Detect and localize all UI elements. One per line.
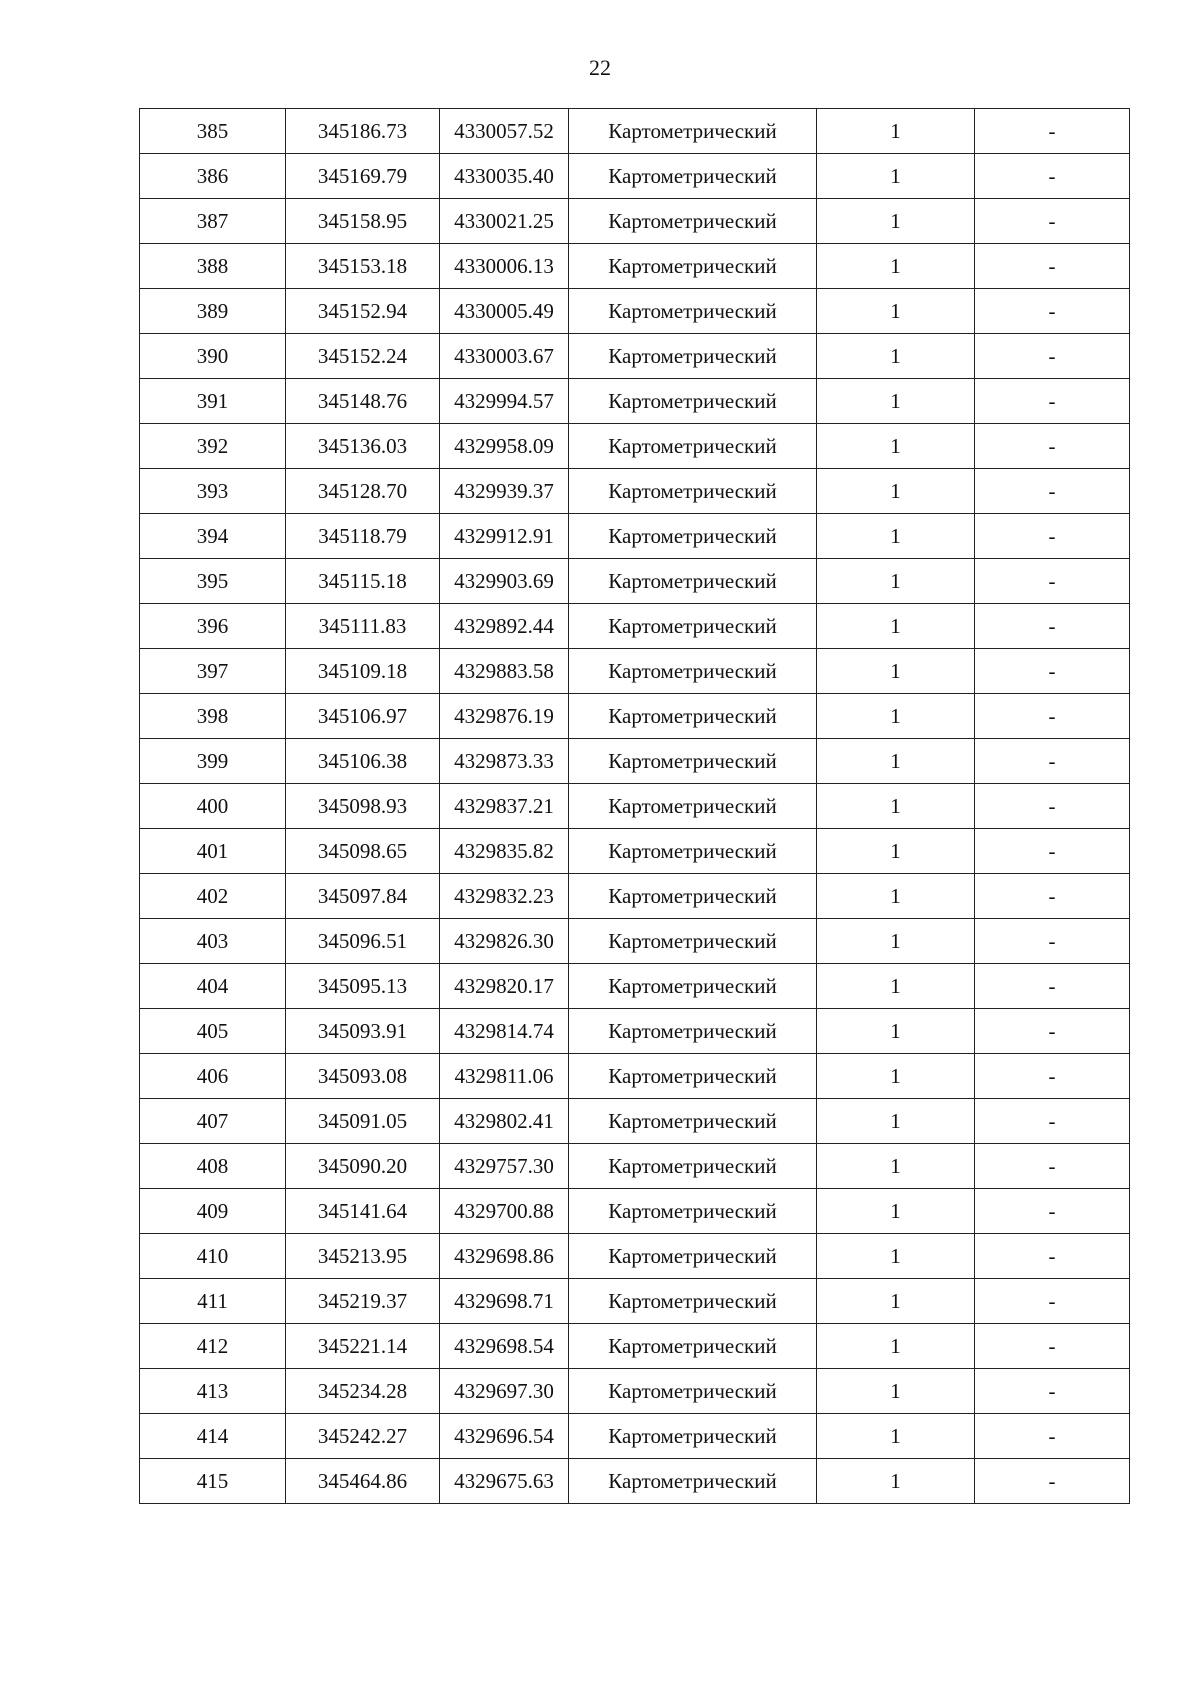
description-cell: - xyxy=(975,1459,1130,1504)
accuracy-cell: 1 xyxy=(817,469,975,514)
description-cell: - xyxy=(975,1279,1130,1324)
y-coordinate-cell: 4329883.58 xyxy=(440,649,569,694)
point-number-cell: 391 xyxy=(140,379,286,424)
method-cell: Картометрический xyxy=(569,1054,817,1099)
x-coordinate-cell: 345090.20 xyxy=(286,1144,440,1189)
table-row xyxy=(140,559,1130,604)
accuracy-cell: 1 xyxy=(817,1144,975,1189)
table-row xyxy=(140,1009,1130,1054)
y-coordinate-cell: 4330057.52 xyxy=(440,109,569,154)
method-cell: Картометрический xyxy=(569,244,817,289)
x-coordinate-cell: 345111.83 xyxy=(286,604,440,649)
point-number-cell: 411 xyxy=(140,1279,286,1324)
accuracy-cell: 1 xyxy=(817,964,975,1009)
x-coordinate-cell: 345098.65 xyxy=(286,829,440,874)
y-coordinate-cell: 4330003.67 xyxy=(440,334,569,379)
description-cell: - xyxy=(975,289,1130,334)
description-cell: - xyxy=(975,559,1130,604)
x-coordinate-cell: 345097.84 xyxy=(286,874,440,919)
y-coordinate-cell: 4329873.33 xyxy=(440,739,569,784)
x-coordinate-cell: 345093.08 xyxy=(286,1054,440,1099)
table-row xyxy=(140,919,1130,964)
table-row xyxy=(140,694,1130,739)
point-number-cell: 386 xyxy=(140,154,286,199)
method-cell: Картометрический xyxy=(569,424,817,469)
description-cell: - xyxy=(975,829,1130,874)
y-coordinate-cell: 4329820.17 xyxy=(440,964,569,1009)
method-cell: Картометрический xyxy=(569,289,817,334)
table-row xyxy=(140,964,1130,1009)
y-coordinate-cell: 4329826.30 xyxy=(440,919,569,964)
description-cell: - xyxy=(975,514,1130,559)
description-cell: - xyxy=(975,1324,1130,1369)
x-coordinate-cell: 345152.24 xyxy=(286,334,440,379)
y-coordinate-cell: 4329697.30 xyxy=(440,1369,569,1414)
point-number-cell: 403 xyxy=(140,919,286,964)
description-cell: - xyxy=(975,1414,1130,1459)
point-number-cell: 399 xyxy=(140,739,286,784)
y-coordinate-cell: 4329903.69 xyxy=(440,559,569,604)
table-row xyxy=(140,1234,1130,1279)
y-coordinate-cell: 4330035.40 xyxy=(440,154,569,199)
y-coordinate-cell: 4329698.86 xyxy=(440,1234,569,1279)
accuracy-cell: 1 xyxy=(817,1414,975,1459)
method-cell: Картометрический xyxy=(569,154,817,199)
description-cell: - xyxy=(975,694,1130,739)
method-cell: Картометрический xyxy=(569,829,817,874)
method-cell: Картометрический xyxy=(569,1324,817,1369)
method-cell: Картометрический xyxy=(569,334,817,379)
y-coordinate-cell: 4329876.19 xyxy=(440,694,569,739)
point-number-cell: 397 xyxy=(140,649,286,694)
x-coordinate-cell: 345141.64 xyxy=(286,1189,440,1234)
accuracy-cell: 1 xyxy=(817,739,975,784)
table-row xyxy=(140,784,1130,829)
table-row xyxy=(140,379,1130,424)
table-row xyxy=(140,649,1130,694)
method-cell: Картометрический xyxy=(569,379,817,424)
table-row xyxy=(140,199,1130,244)
description-cell: - xyxy=(975,919,1130,964)
accuracy-cell: 1 xyxy=(817,919,975,964)
method-cell: Картометрический xyxy=(569,694,817,739)
point-number-cell: 404 xyxy=(140,964,286,1009)
description-cell: - xyxy=(975,424,1130,469)
table-row xyxy=(140,334,1130,379)
description-cell: - xyxy=(975,469,1130,514)
accuracy-cell: 1 xyxy=(817,514,975,559)
method-cell: Картометрический xyxy=(569,469,817,514)
table-row xyxy=(140,1369,1130,1414)
point-number-cell: 407 xyxy=(140,1099,286,1144)
table-row xyxy=(140,829,1130,874)
table-row xyxy=(140,514,1130,559)
accuracy-cell: 1 xyxy=(817,1099,975,1144)
description-cell: - xyxy=(975,334,1130,379)
x-coordinate-cell: 345098.93 xyxy=(286,784,440,829)
accuracy-cell: 1 xyxy=(817,1324,975,1369)
method-cell: Картометрический xyxy=(569,199,817,244)
method-cell: Картометрический xyxy=(569,1459,817,1504)
accuracy-cell: 1 xyxy=(817,289,975,334)
y-coordinate-cell: 4329698.54 xyxy=(440,1324,569,1369)
table-row xyxy=(140,1414,1130,1459)
table-row xyxy=(140,1189,1130,1234)
x-coordinate-cell: 345136.03 xyxy=(286,424,440,469)
accuracy-cell: 1 xyxy=(817,424,975,469)
page-number: 22 xyxy=(589,55,611,80)
point-number-cell: 387 xyxy=(140,199,286,244)
point-number-cell: 410 xyxy=(140,1234,286,1279)
accuracy-cell: 1 xyxy=(817,829,975,874)
point-number-cell: 385 xyxy=(140,109,286,154)
y-coordinate-cell: 4329802.41 xyxy=(440,1099,569,1144)
x-coordinate-cell: 345106.38 xyxy=(286,739,440,784)
point-number-cell: 400 xyxy=(140,784,286,829)
y-coordinate-cell: 4329835.82 xyxy=(440,829,569,874)
table-body xyxy=(140,109,1130,1504)
description-cell: - xyxy=(975,784,1130,829)
point-number-cell: 402 xyxy=(140,874,286,919)
accuracy-cell: 1 xyxy=(817,109,975,154)
description-cell: - xyxy=(975,1009,1130,1054)
method-cell: Картометрический xyxy=(569,109,817,154)
y-coordinate-cell: 4329912.91 xyxy=(440,514,569,559)
description-cell: - xyxy=(975,379,1130,424)
accuracy-cell: 1 xyxy=(817,379,975,424)
x-coordinate-cell: 345091.05 xyxy=(286,1099,440,1144)
table-row xyxy=(140,1144,1130,1189)
description-cell: - xyxy=(975,1099,1130,1144)
description-cell: - xyxy=(975,874,1130,919)
description-cell: - xyxy=(975,1054,1130,1099)
y-coordinate-cell: 4329994.57 xyxy=(440,379,569,424)
x-coordinate-cell: 345118.79 xyxy=(286,514,440,559)
y-coordinate-cell: 4330021.25 xyxy=(440,199,569,244)
method-cell: Картометрический xyxy=(569,1234,817,1279)
y-coordinate-cell: 4329675.63 xyxy=(440,1459,569,1504)
y-coordinate-cell: 4329837.21 xyxy=(440,784,569,829)
x-coordinate-cell: 345242.27 xyxy=(286,1414,440,1459)
table-row xyxy=(140,154,1130,199)
accuracy-cell: 1 xyxy=(817,1009,975,1054)
y-coordinate-cell: 4329696.54 xyxy=(440,1414,569,1459)
accuracy-cell: 1 xyxy=(817,244,975,289)
method-cell: Картометрический xyxy=(569,649,817,694)
method-cell: Картометрический xyxy=(569,1009,817,1054)
x-coordinate-cell: 345186.73 xyxy=(286,109,440,154)
x-coordinate-cell: 345095.13 xyxy=(286,964,440,1009)
table-row xyxy=(140,109,1130,154)
description-cell: - xyxy=(975,1189,1130,1234)
y-coordinate-cell: 4329958.09 xyxy=(440,424,569,469)
method-cell: Картометрический xyxy=(569,1279,817,1324)
accuracy-cell: 1 xyxy=(817,1369,975,1414)
y-coordinate-cell: 4329700.88 xyxy=(440,1189,569,1234)
accuracy-cell: 1 xyxy=(817,1234,975,1279)
table-row xyxy=(140,739,1130,784)
table-row xyxy=(140,289,1130,334)
y-coordinate-cell: 4329892.44 xyxy=(440,604,569,649)
accuracy-cell: 1 xyxy=(817,649,975,694)
accuracy-cell: 1 xyxy=(817,1054,975,1099)
description-cell: - xyxy=(975,109,1130,154)
accuracy-cell: 1 xyxy=(817,1279,975,1324)
x-coordinate-cell: 345158.95 xyxy=(286,199,440,244)
point-number-cell: 415 xyxy=(140,1459,286,1504)
point-number-cell: 408 xyxy=(140,1144,286,1189)
table-row xyxy=(140,604,1130,649)
method-cell: Картометрический xyxy=(569,1369,817,1414)
method-cell: Картометрический xyxy=(569,874,817,919)
accuracy-cell: 1 xyxy=(817,1459,975,1504)
table-row xyxy=(140,1279,1130,1324)
method-cell: Картометрический xyxy=(569,964,817,1009)
description-cell: - xyxy=(975,604,1130,649)
x-coordinate-cell: 345153.18 xyxy=(286,244,440,289)
x-coordinate-cell: 345115.18 xyxy=(286,559,440,604)
table-row xyxy=(140,469,1130,514)
x-coordinate-cell: 345219.37 xyxy=(286,1279,440,1324)
point-number-cell: 395 xyxy=(140,559,286,604)
description-cell: - xyxy=(975,154,1130,199)
method-cell: Картометрический xyxy=(569,1414,817,1459)
point-number-cell: 398 xyxy=(140,694,286,739)
y-coordinate-cell: 4329757.30 xyxy=(440,1144,569,1189)
description-cell: - xyxy=(975,1369,1130,1414)
method-cell: Картометрический xyxy=(569,784,817,829)
accuracy-cell: 1 xyxy=(817,334,975,379)
accuracy-cell: 1 xyxy=(817,874,975,919)
table-row xyxy=(140,1054,1130,1099)
x-coordinate-cell: 345234.28 xyxy=(286,1369,440,1414)
x-coordinate-cell: 345148.76 xyxy=(286,379,440,424)
point-number-cell: 409 xyxy=(140,1189,286,1234)
coordinates-table xyxy=(139,108,1130,1504)
description-cell: - xyxy=(975,739,1130,784)
x-coordinate-cell: 345096.51 xyxy=(286,919,440,964)
method-cell: Картометрический xyxy=(569,739,817,784)
point-number-cell: 388 xyxy=(140,244,286,289)
method-cell: Картометрический xyxy=(569,1189,817,1234)
point-number-cell: 396 xyxy=(140,604,286,649)
x-coordinate-cell: 345093.91 xyxy=(286,1009,440,1054)
accuracy-cell: 1 xyxy=(817,154,975,199)
accuracy-cell: 1 xyxy=(817,604,975,649)
point-number-cell: 393 xyxy=(140,469,286,514)
method-cell: Картометрический xyxy=(569,604,817,649)
table-row xyxy=(140,244,1130,289)
point-number-cell: 390 xyxy=(140,334,286,379)
x-coordinate-cell: 345106.97 xyxy=(286,694,440,739)
point-number-cell: 413 xyxy=(140,1369,286,1414)
x-coordinate-cell: 345128.70 xyxy=(286,469,440,514)
method-cell: Картометрический xyxy=(569,559,817,604)
description-cell: - xyxy=(975,1234,1130,1279)
point-number-cell: 406 xyxy=(140,1054,286,1099)
description-cell: - xyxy=(975,199,1130,244)
point-number-cell: 412 xyxy=(140,1324,286,1369)
point-number-cell: 389 xyxy=(140,289,286,334)
table-row xyxy=(140,1099,1130,1144)
y-coordinate-cell: 4329814.74 xyxy=(440,1009,569,1054)
y-coordinate-cell: 4329939.37 xyxy=(440,469,569,514)
x-coordinate-cell: 345169.79 xyxy=(286,154,440,199)
y-coordinate-cell: 4330006.13 xyxy=(440,244,569,289)
description-cell: - xyxy=(975,1144,1130,1189)
x-coordinate-cell: 345213.95 xyxy=(286,1234,440,1279)
y-coordinate-cell: 4329832.23 xyxy=(440,874,569,919)
x-coordinate-cell: 345109.18 xyxy=(286,649,440,694)
accuracy-cell: 1 xyxy=(817,199,975,244)
table-row xyxy=(140,424,1130,469)
x-coordinate-cell: 345221.14 xyxy=(286,1324,440,1369)
y-coordinate-cell: 4329698.71 xyxy=(440,1279,569,1324)
table-row xyxy=(140,874,1130,919)
x-coordinate-cell: 345464.86 xyxy=(286,1459,440,1504)
y-coordinate-cell: 4330005.49 xyxy=(440,289,569,334)
description-cell: - xyxy=(975,964,1130,1009)
accuracy-cell: 1 xyxy=(817,694,975,739)
point-number-cell: 414 xyxy=(140,1414,286,1459)
description-cell: - xyxy=(975,649,1130,694)
method-cell: Картометрический xyxy=(569,1144,817,1189)
description-cell: - xyxy=(975,244,1130,289)
accuracy-cell: 1 xyxy=(817,784,975,829)
point-number-cell: 394 xyxy=(140,514,286,559)
method-cell: Картометрический xyxy=(569,514,817,559)
point-number-cell: 401 xyxy=(140,829,286,874)
accuracy-cell: 1 xyxy=(817,559,975,604)
table-row xyxy=(140,1324,1130,1369)
point-number-cell: 405 xyxy=(140,1009,286,1054)
x-coordinate-cell: 345152.94 xyxy=(286,289,440,334)
method-cell: Картометрический xyxy=(569,1099,817,1144)
accuracy-cell: 1 xyxy=(817,1189,975,1234)
table-row xyxy=(140,1459,1130,1504)
method-cell: Картометрический xyxy=(569,919,817,964)
point-number-cell: 392 xyxy=(140,424,286,469)
y-coordinate-cell: 4329811.06 xyxy=(440,1054,569,1099)
